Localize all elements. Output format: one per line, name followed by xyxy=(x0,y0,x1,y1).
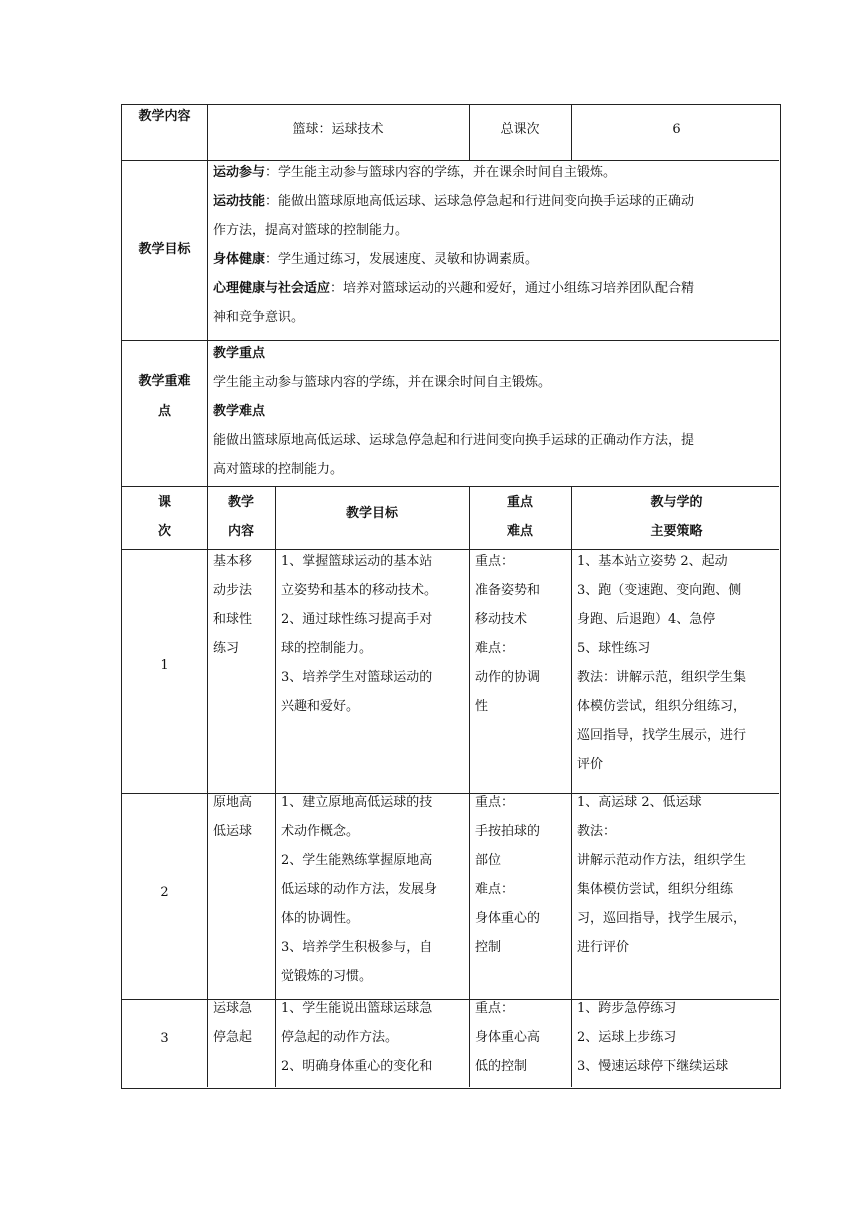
header-key: 重点 难点 xyxy=(506,495,533,539)
header-content: 教学 内容 xyxy=(227,495,254,539)
divider xyxy=(275,486,276,1087)
divider xyxy=(469,105,470,160)
goals-label: 教学目标 xyxy=(138,242,191,257)
difficulty-text-2: 高对篮球的控制能力。 xyxy=(213,462,344,477)
lesson-2-strategy: 1、高运球 2、低运球 教法： 讲解示范动作方法，组织学生 集体模仿尝试，组织分组练 习，巡回指导，找学生展示， 进行评价 xyxy=(577,795,747,955)
difficulty-text-1: 能做出篮球原地高低运球、运球急停急起和行进间变向换手运球的正确动作方法，提 xyxy=(213,433,695,448)
divider xyxy=(571,105,572,160)
goal-skill: 运动技能：能做出篮球原地高低运球、运球急停急起和行进间变向换手运球的正确动 xyxy=(213,194,695,209)
divider xyxy=(469,486,470,1087)
divider xyxy=(122,486,779,487)
lesson-1-strategy: 1、基本站立姿势 2、起动 3、跑（变速跑、变向跑、侧 身跑、后退跑）4、急停 5、球性练习 教法：讲解示范，组织学生集 体模仿尝试，组织分组练习， 巡回指导，找学生展示，进行 评价 xyxy=(577,554,747,772)
lesson-2-content: 原地高 低运球 xyxy=(213,795,253,839)
goal-health: 身体健康：学生通过练习，发展速度、灵敏和协调素质。 xyxy=(213,252,539,267)
header-goal: 教学目标 xyxy=(345,506,398,521)
divider xyxy=(122,549,779,550)
lesson-1-key: 重点： 准备姿势和 移动技术 难点： 动作的协调 性 xyxy=(475,554,541,714)
divider xyxy=(122,793,779,794)
content-label: 教学内容 xyxy=(138,109,191,124)
goals-block xyxy=(207,158,782,338)
header-strategy: 教与学的 主要策略 xyxy=(650,495,703,539)
lesson-2-number: 2 xyxy=(160,885,169,900)
content-value: 篮球：运球技术 xyxy=(292,122,384,137)
divider xyxy=(207,105,208,1087)
divider xyxy=(122,340,779,341)
lesson-1-number: 1 xyxy=(160,658,169,673)
divider xyxy=(571,486,572,1087)
lesson-3-key: 重点： 身体重心高 低的控制 xyxy=(475,1001,541,1074)
lesson-plan-table xyxy=(121,104,781,1089)
lesson-2-goals: 1、建立原地高低运球的技 术动作概念。 2、学生能熟练掌握原地高 低运球的动作方法，发展身 体的协调性。 3、培养学生积极参与，自 觉锻炼的习惯。 xyxy=(281,795,438,984)
goal-skill-cont: 作方法，提高对篮球的控制能力。 xyxy=(213,223,409,238)
key-points-block xyxy=(207,339,782,487)
difficulty-title: 教学难点 xyxy=(213,404,266,419)
goal-social: 心理健康与社会适应：培养对篮球运动的兴趣和爱好，通过小组练习培养团队配合精 xyxy=(213,281,695,296)
divider xyxy=(122,160,779,161)
lesson-3-content: 运球急 停急起 xyxy=(213,1001,253,1045)
goal-social-cont: 神和竞争意识。 xyxy=(213,310,305,325)
key-text: 学生能主动参与篮球内容的学练，并在课余时间自主锻炼。 xyxy=(213,375,552,390)
lesson-3-strategy: 1、跨步急停练习 2、运球上步练习 3、慢速运球停下继续运球 xyxy=(577,1001,729,1074)
lesson-1-goals: 1、掌握篮球运动的基本站 立姿势和基本的移动技术。 2、通过球性练习提高手对 球的控制能力。 3、培养学生对篮球运动的 兴趣和爱好。 xyxy=(281,554,438,714)
key-title: 教学重点 xyxy=(213,346,266,361)
lesson-2-key: 重点： 手按拍球的 部位 难点： 身体重心的 控制 xyxy=(475,795,541,955)
header-ke: 课 次 xyxy=(157,495,171,539)
key-points-label: 教学重难 点 xyxy=(138,374,191,419)
lesson-3-number: 3 xyxy=(160,1031,169,1046)
total-label: 总课次 xyxy=(500,122,540,137)
total-value: 6 xyxy=(672,122,681,137)
divider xyxy=(122,999,779,1000)
goal-participation: 运动参与：学生能主动参与篮球内容的学练，并在课余时间自主锻炼。 xyxy=(213,165,617,180)
lesson-3-goals: 1、学生能说出篮球运球急 停急起的动作方法。 2、明确身体重心的变化和 xyxy=(281,1001,433,1074)
lesson-1-content: 基本移 动步法 和球性 练习 xyxy=(213,554,253,656)
